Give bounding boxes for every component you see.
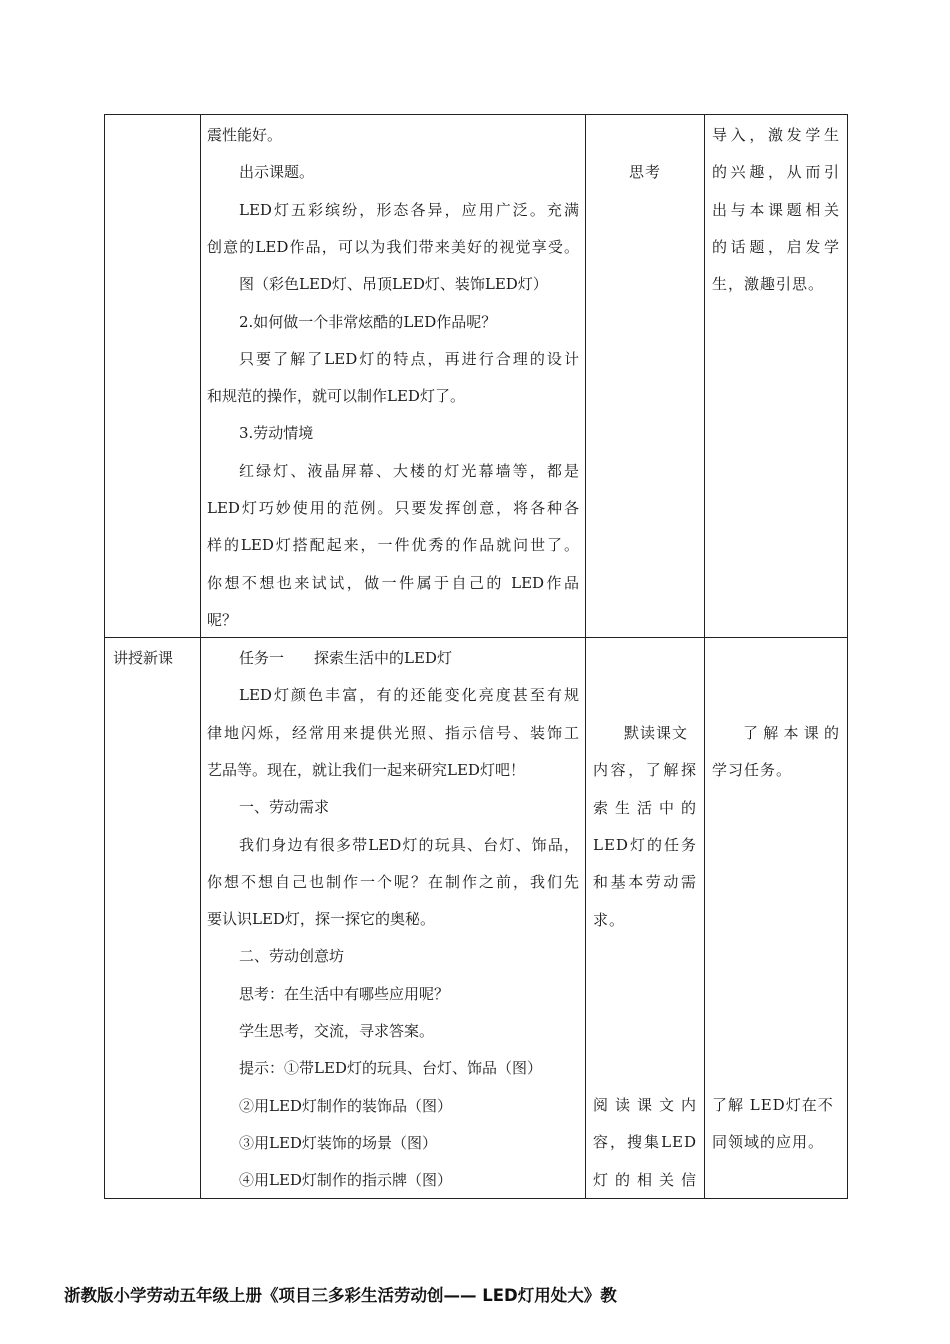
student-activity-line: 阅读课文内 [593,1096,697,1114]
design-intent-line: 生，激趣引思。 [712,275,825,294]
teacher-activity-line: ②用LED灯制作的装饰品（图） [239,1096,452,1115]
teacher-activity-line: 和规范的操作，就可以制作LED灯了。 [207,387,465,406]
teacher-activity-line: 3.劳动情境 [239,424,314,443]
stage-cell [105,115,201,638]
teacher-activity-line: 2.如何做一个非常炫酷的LED作品呢？ [239,312,497,331]
lesson-plan-table [104,114,848,1199]
design-intent-line: 出与本课题相关 [712,200,840,219]
stage-cell [105,638,201,1199]
student-activity-line: 内容，了解探 [593,761,697,780]
student-activity-cell [586,115,705,638]
teacher-activity-line: 样的LED灯搭配起来，一件优秀的作品就问世了。 [207,536,579,555]
student-activity-cell [586,638,705,1199]
teacher-activity-line: 艺品等。现在，就让我们一起来研究LED灯吧！ [207,760,525,779]
design-intent-cell [705,115,848,638]
teacher-activity-line: 提示：①带LED灯的玩具、台灯、饰品（图） [239,1059,542,1078]
teacher-activity-line: 我们身边有很多带LED灯的玩具、台灯、饰品， [239,835,579,854]
teacher-activity-line: LED灯巧妙使用的范例。只要发挥创意，将各种各 [207,499,579,517]
design-intent-line: 了解本课的 [743,724,840,742]
stage-label [105,117,200,154]
teacher-activity-line: LED灯颜色丰富，有的还能变化亮度甚至有规 [239,686,579,705]
teacher-activity-line: ④用LED灯制作的指示牌（图） [239,1171,452,1190]
teacher-activity-line: 学生思考，交流，寻求答案。 [239,1022,435,1040]
teacher-activity-line: 你想不想也来试试，做一件属于自己的 LED作品 [207,573,579,592]
teacher-activity-line: 要认识LED灯，探一探它的奥秘。 [207,910,435,929]
design-intent-line: 学习任务。 [712,761,793,780]
teacher-activity-line: 出示课题。 [239,163,315,182]
teacher-activity-line: 创意的LED作品，可以为我们带来美好的视觉享受。 [207,237,579,256]
teacher-activity-line: 红绿灯、液晶屏幕、大楼的灯光幕墙等，都是 [239,461,579,480]
teacher-activity-line: 思考：在生活中有哪些应用呢？ [239,984,450,1003]
teacher-activity-line: 二、劳动创意坊 [239,947,345,966]
student-activity-line: 思考 [628,163,661,181]
student-activity-line: 容，搜集LED [593,1133,697,1152]
teacher-activity-line: 图（彩色LED灯、吊顶LED灯、装饰LED灯） [239,275,548,294]
design-intent-line: 的兴趣，从而引 [712,163,840,182]
design-intent-line: 导入，激发学生 [712,126,840,144]
teacher-activity-line: 律地闪烁，经常用来提供光照、指示信号、装饰工 [207,723,579,742]
table-row [105,638,848,1199]
teacher-activity-line: 只要了解了LED灯的特点，再进行合理的设计 [239,349,579,368]
design-intent-line: 的话题，启发学 [712,237,840,256]
teacher-activity-line: ③用LED灯装饰的场景（图） [239,1133,437,1152]
teacher-activity-line: 任务一 探索生活中的LED灯 [239,649,452,667]
stage-label: 讲授新课 [113,649,174,667]
student-activity-line: 索生活中的 [593,798,697,817]
table-row [105,115,848,638]
student-activity-line: 灯的相关信 [593,1170,697,1189]
teacher-activity-line: 你想不想自己也制作一个呢？在制作之前，我们先 [207,872,579,891]
teacher-activity-line: 一、劳动需求 [239,798,330,817]
student-activity-line: 默读课文 [624,724,689,742]
teacher-activity-line: 震性能好。 [207,126,283,144]
design-intent-cell [705,638,848,1199]
teacher-activity-cell [201,115,586,638]
design-intent-line: 了解 LED灯在不 [712,1096,834,1114]
document-footer-title: 浙教版小学劳动五年级上册《项目三多彩生活劳动创—— LED灯用处大》教 [64,1286,617,1305]
teacher-activity-cell [201,638,586,1199]
student-activity-line: LED灯的任务 [593,835,697,854]
teacher-activity-line: 呢？ [207,610,238,629]
design-intent-line: 同领域的应用。 [712,1133,825,1152]
student-activity-line: 求。 [593,910,626,929]
student-activity-line: 和基本劳动需 [593,873,697,892]
teacher-activity-line: LED灯五彩缤纷，形态各异，应用广泛。充满 [239,200,579,219]
